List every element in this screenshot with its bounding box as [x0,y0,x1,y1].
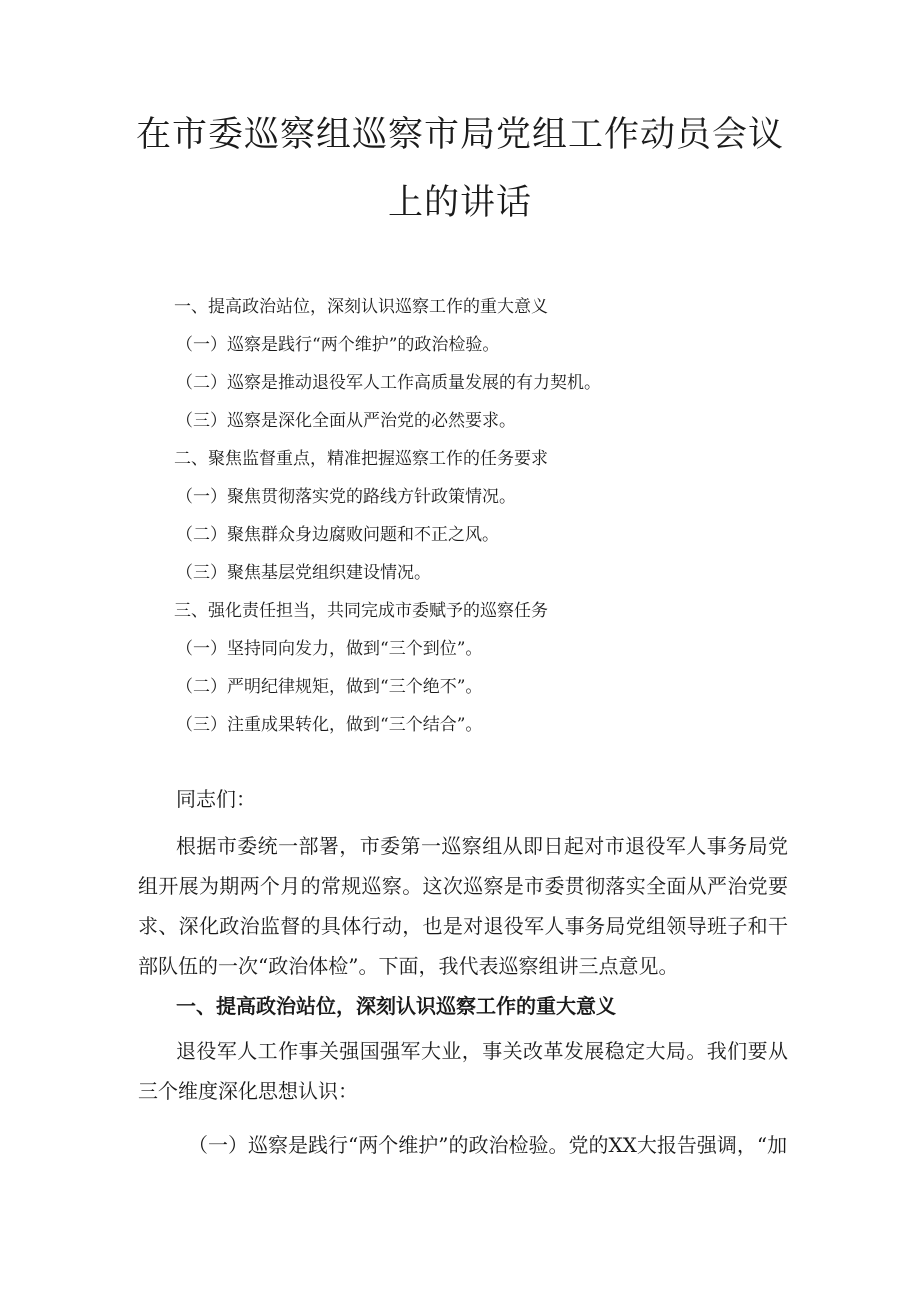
document-title-line-1: 在市委巡察组巡察市局党组工作动员会议 [135,115,784,155]
outline-item: （一）巡察是践行“两个维护”的政治检验。 [176,335,500,355]
outline-item: 三、强化责任担当，共同完成市委赋予的巡察任务 [174,601,548,621]
outline-item: 二、聚焦监督重点，精准把握巡察工作的任务要求 [174,449,548,469]
outline-item: （二）巡察是推动退役军人工作高质量发展的有力契机。 [176,373,601,393]
outline-item: （一）坚持同向发力，做到“三个到位”。 [176,639,483,659]
outline-item: （二）聚焦群众身边腐败问题和不正之风。 [176,525,499,545]
outline-item: （三）聚焦基层党组织建设情况。 [176,563,431,583]
section-heading: 一、提高政治站位，深刻认识巡察工作的重大意义 [176,994,616,1018]
document-body [138,783,788,1165]
outline-item: （三）注重成果转化，做到“三个结合”。 [176,715,483,735]
outline-item: （二）严明纪律规矩，做到“三个绝不”。 [176,677,483,697]
body-paragraph: 退役军人工作事关强国强军大业，事关改革发展稳定大局。我们要从三个维度深化思想认识： [138,1039,788,1103]
outline-item: （三）巡察是深化全面从严治党的必然要求。 [176,411,516,431]
salutation: 同志们： [176,787,256,811]
outline-item: 一、提高政治站位，深刻认识巡察工作的重大意义 [174,297,548,317]
document-title-line-2: 上的讲话 [387,183,532,223]
outline-list [0,293,920,749]
body-paragraph: （一）巡察是践行“两个维护”的政治检验。党的XX大报告强调，“加 [188,1133,788,1157]
outline-item: （一）聚焦贯彻落实党的路线方针政策情况。 [176,487,516,507]
body-paragraph: 根据市委统一部署，市委第一巡察组从即日起对市退役军人事务局党组开展为期两个月的常规巡察。这次巡察是市委贯彻落实全面从严治党要求、深化政治监督的具体行动，也是对退役军人事务局党组领导班子和干部队伍的一次“政治体检”。下面，我代表巡察组讲三点意见。 [138,834,788,978]
